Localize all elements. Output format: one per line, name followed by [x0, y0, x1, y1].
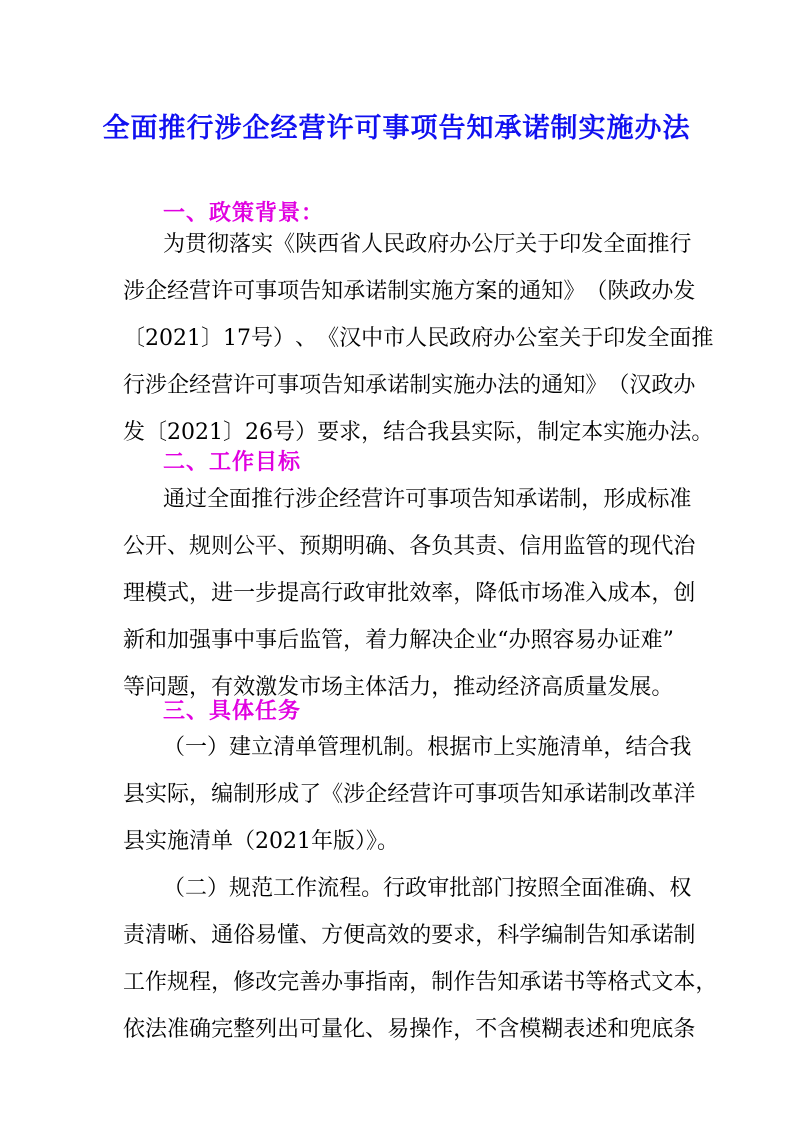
paragraph-line: 公 开 、 规 则 公 平 、 预 期 明 确 、 各 负 其 责 、 信 用 监 管 的 现 代 治	[123, 534, 696, 559]
paragraph-line: 为 贯 彻 落 实 《 陕 西 省 人 民 政 府 办 公 厅 关 于 印 发 全 面 推 行	[163, 232, 692, 257]
paragraph-line: 依 法 准 确 完 整 列 出 可 量 化 、 易 操 作 ， 不 含 模 糊 表 述 和 兜 底 条	[123, 1017, 696, 1042]
paragraph-line: 工 作 规 程 ， 修 改 完 善 办 事 指 南 ， 制 作 告 知 承 诺 书 等 格 式 文 本 ，	[123, 970, 718, 995]
paragraph-line: 〔 2 0 2 1 〕 1 7 号 ） 、 《 汉 中 市 人 民 政 府 办 公 室 关 于 印 发 全 面 推	[123, 326, 714, 351]
paragraph-line: 责 清 晰 、 通 俗 易 懂 、 方 便 高 效 的 要 求 ， 科 学 编 制 告 知 承 诺 制	[123, 923, 696, 948]
section-heading-tasks: 三、具体任务	[163, 698, 302, 724]
paragraph-line: 行 涉 企 经 营 许 可 事 项 告 知 承 诺 制 实 施 办 法 的 通 知 》 （ 汉 政 办	[123, 373, 696, 398]
paragraph-line: 新 和 加 强 事 中 事 后 监 管 ， 着 力 解 决 企 业 “ 办 照 容 易 办 证 难 ”	[123, 628, 674, 653]
paragraph-line: 发 〔 2 0 2 1 〕 2 6 号 ） 要 求 ， 结 合 我 县 实 际 ， 制 定 本 实 施 办 法 。	[123, 420, 714, 445]
paragraph-line: 县实施清单（2021年版）》。	[123, 829, 399, 854]
document-title: 全面推行涉企经营许可事项告知承诺制实施办法	[102, 113, 691, 144]
section-heading-goals: 二、工作目标	[163, 449, 302, 475]
section-heading-background: 一、政策背景：	[163, 200, 325, 226]
paragraph-line: 涉 企 经 营 许 可 事 项 告 知 承 诺 制 实 施 方 案 的 通 知 》 （ 陕 政 办 发	[123, 279, 696, 304]
paragraph-line: 通 过 全 面 推 行 涉 企 经 营 许 可 事 项 告 知 承 诺 制 ， 形 成 标 准	[163, 487, 692, 512]
paragraph-line: （ 一 ） 建 立 清 单 管 理 机 制 。 根 据 市 上 实 施 清 单 ， 结 合 我	[163, 735, 692, 760]
paragraph-line: 理 模 式 ， 进 一 步 提 高 行 政 审 批 效 率 ， 降 低 市 场 准 入 成 本 ， 创	[123, 581, 696, 606]
paragraph-line: 等 问 题 ， 有 效 激 发 市 场 主 体 活 力 ， 推 动 经 济 高 质 量 发 展 。	[123, 675, 674, 700]
paragraph-line: 县 实 际 ， 编 制 形 成 了 《 涉 企 经 营 许 可 事 项 告 知 承 诺 制 改 革 洋	[123, 782, 696, 807]
paragraph-line: （ 二 ） 规 范 工 作 流 程 。 行 政 审 批 部 门 按 照 全 面 准 确 、 权	[163, 876, 692, 901]
